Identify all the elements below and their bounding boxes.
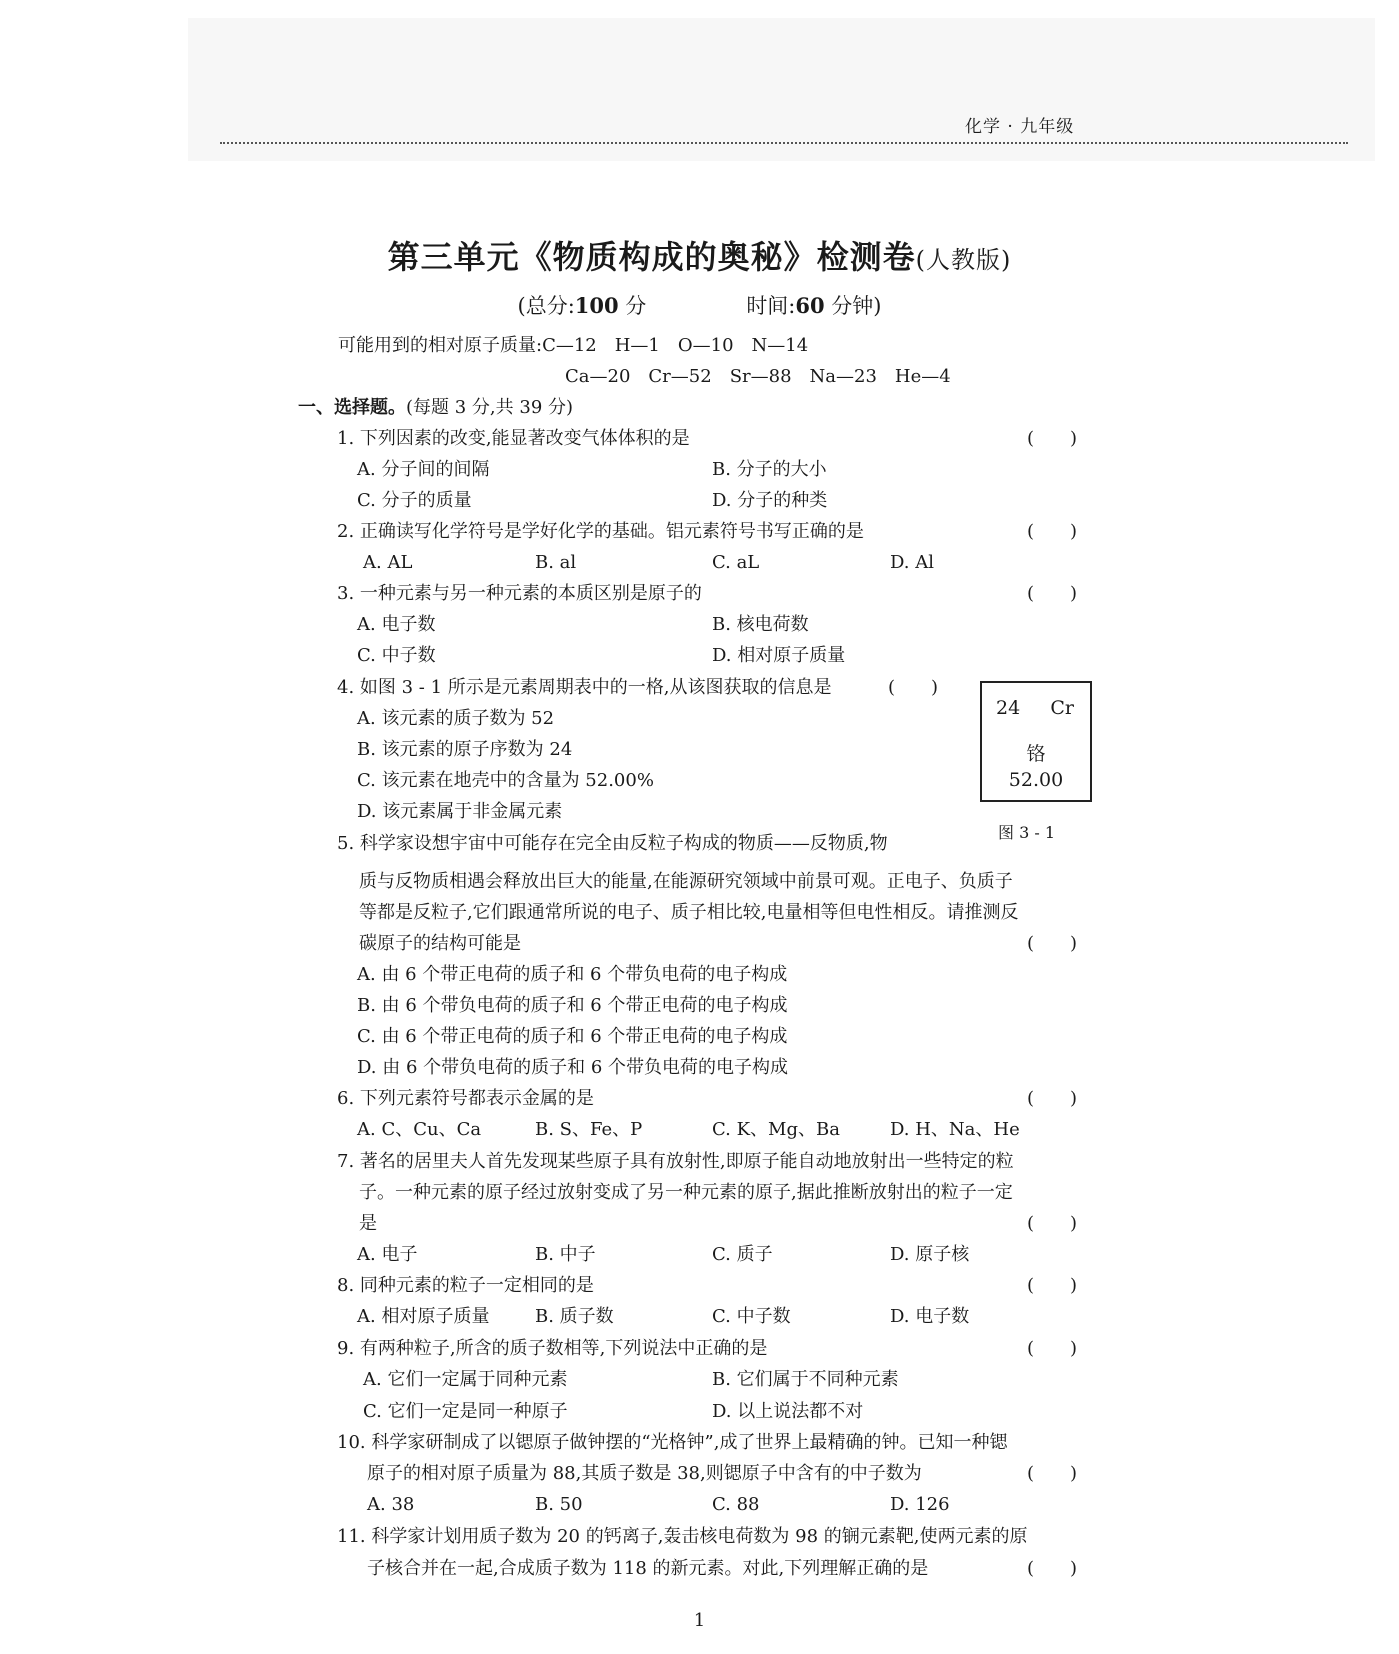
question-8-option-b: B. 质子数 — [535, 1306, 614, 1327]
page-title — [0, 232, 1399, 278]
question-6-option-a: A. C、Cu、Ca — [357, 1119, 482, 1140]
question-5-option-b: B. 由 6 个带负电荷的质子和 6 个带正电荷的电子构成 — [357, 995, 788, 1016]
question-4-stem: 4. 如图 3 - 1 所示是元素周期表中的一格,从该图获取的信息是 — [337, 677, 832, 698]
question-7-option-d: D. 原子核 — [890, 1244, 970, 1265]
question-3-option-b: B. 核电荷数 — [712, 614, 809, 635]
question-10-option-c: C. 88 — [712, 1494, 760, 1515]
question-2-option-b: B. al — [535, 552, 577, 573]
question-6-stem: 6. 下列元素符号都表示金属的是 — [337, 1088, 594, 1109]
question-10-option-d: D. 126 — [890, 1494, 950, 1515]
question-9-option-c: C. 它们一定是同一种原子 — [363, 1401, 568, 1422]
question-6-option-c: C. K、Mg、Ba — [712, 1119, 840, 1140]
question-10-line2: 原子的相对原子质量为 88,其质子数是 38,则锶原子中含有的中子数为 — [367, 1463, 922, 1484]
time-unit: 分钟) — [824, 294, 882, 318]
question-5-option-c: C. 由 6 个带正电荷的质子和 6 个带正电荷的电子构成 — [357, 1026, 788, 1047]
title-main: 第三单元《物质构成的奥秘》检测卷 — [387, 238, 916, 276]
answer-blank[interactable]: ( ) — [1027, 1338, 1078, 1359]
question-9-option-b: B. 它们属于不同种元素 — [712, 1369, 899, 1390]
question-11-line2: 子核合并在一起,合成质子数为 118 的新元素。对此,下列理解正确的是 — [367, 1558, 929, 1579]
question-9-option-a: A. 它们一定属于同种元素 — [363, 1369, 568, 1390]
header-band — [188, 18, 1375, 161]
question-10-line1: 10. 科学家研制成了以锶原子做钟摆的“光格钟”,成了世界上最精确的钟。已知一种锶 — [337, 1432, 1008, 1453]
question-3-option-a: A. 电子数 — [357, 614, 436, 635]
question-5-line4: 碳原子的结构可能是 — [359, 933, 521, 954]
answer-blank[interactable]: ( ) — [1027, 1088, 1078, 1109]
answer-blank[interactable]: ( ) — [1027, 1275, 1078, 1296]
question-2-stem: 2. 正确读写化学符号是学好化学的基础。铝元素符号书写正确的是 — [337, 521, 864, 542]
question-6-option-b: B. S、Fe、P — [535, 1119, 643, 1140]
answer-blank[interactable]: ( ) — [1027, 1558, 1078, 1579]
question-2-option-c: C. aL — [712, 552, 760, 573]
answer-blank[interactable]: ( ) — [1027, 933, 1078, 954]
question-7-option-b: B. 中子 — [535, 1244, 596, 1265]
question-5-option-a: A. 由 6 个带正电荷的质子和 6 个带负电荷的电子构成 — [357, 964, 788, 985]
question-8-option-c: C. 中子数 — [712, 1306, 791, 1327]
atomic-masses-line2: Ca—20 Cr—52 Sr—88 Na—23 He—4 — [565, 366, 951, 387]
question-1-option-b: B. 分子的大小 — [712, 459, 827, 480]
question-1-option-a: A. 分子间的间隔 — [357, 459, 490, 480]
answer-blank[interactable]: ( ) — [1027, 521, 1078, 542]
question-5-line2: 质与反物质相遇会释放出巨大的能量,在能源研究领域中前景可观。正电子、负质子 — [359, 871, 1013, 892]
title-edition: (人教版) — [915, 246, 1012, 274]
question-7-line3: 是 — [359, 1213, 377, 1234]
question-7-option-a: A. 电子 — [357, 1244, 418, 1265]
question-3-option-c: C. 中子数 — [357, 645, 436, 666]
question-4-option-c: C. 该元素在地壳中的含量为 52.00% — [357, 770, 654, 791]
question-4-option-b: B. 该元素的原子序数为 24 — [357, 739, 573, 760]
total-score: 100 — [574, 293, 619, 318]
time-value: 60 — [795, 293, 825, 318]
answer-blank[interactable]: ( ) — [888, 677, 939, 698]
element-name: 铬 — [1026, 743, 1046, 765]
answer-blank[interactable]: ( ) — [1027, 1213, 1078, 1234]
question-5-option-d: D. 由 6 个带负电荷的质子和 6 个带负电荷的电子构成 — [357, 1057, 789, 1078]
question-10-option-a: A. 38 — [367, 1494, 415, 1515]
question-9-stem: 9. 有两种粒子,所含的质子数相等,下列说法中正确的是 — [337, 1338, 768, 1359]
question-6-option-d: D. H、Na、He — [890, 1119, 1020, 1140]
score-unit: 分 — [618, 294, 647, 318]
question-3-stem: 3. 一种元素与另一种元素的本质区别是原子的 — [337, 583, 702, 604]
question-8-stem: 8. 同种元素的粒子一定相同的是 — [337, 1275, 594, 1296]
question-3-option-d: D. 相对原子质量 — [712, 645, 846, 666]
section-heading: 一、选择题。(每题 3 分,共 39 分) — [298, 397, 574, 418]
atomic-number: 24 — [996, 697, 1021, 719]
time-label: 时间: — [746, 294, 796, 318]
question-2-option-a: A. AL — [363, 552, 413, 573]
score-label: (总分: — [517, 294, 575, 318]
question-2-option-d: D. Al — [890, 552, 934, 573]
question-11-line1: 11. 科学家计划用质子数为 20 的钙离子,轰击核电荷数为 98 的锎元素靶,使两元素的原 — [337, 1526, 1028, 1547]
page-number: 1 — [693, 1610, 706, 1631]
question-8-option-a: A. 相对原子质量 — [357, 1306, 490, 1327]
atomic-mass: 52.00 — [1008, 769, 1064, 791]
atomic-masses-line1: 可能用到的相对原子质量:C—12 H—1 O—10 N—14 — [338, 335, 809, 356]
question-7-line1: 7. 著名的居里夫人首先发现某些原子具有放射性,即原子能自动地放射出一些特定的粒 — [337, 1151, 1014, 1172]
answer-blank[interactable]: ( ) — [1027, 583, 1078, 604]
figure-caption: 图 3 - 1 — [998, 823, 1056, 842]
question-10-option-b: B. 50 — [535, 1494, 583, 1515]
exam-info — [0, 290, 1399, 320]
question-7-line2: 子。一种元素的原子经过放射变成了另一种元素的原子,据此推断放射出的粒子一定 — [359, 1182, 1013, 1203]
periodic-table-cell — [980, 681, 1092, 802]
question-4-option-a: A. 该元素的质子数为 52 — [357, 708, 555, 729]
question-5-line3: 等都是反粒子,它们跟通常所说的电子、质子相比较,电量相等但电性相反。请推测反 — [359, 902, 1019, 923]
header-divider — [220, 142, 1348, 144]
answer-blank[interactable]: ( ) — [1027, 1463, 1078, 1484]
element-symbol: Cr — [1050, 697, 1074, 719]
question-1-option-d: D. 分子的种类 — [712, 490, 828, 511]
answer-blank[interactable]: ( ) — [1027, 428, 1078, 449]
question-5-line1: 5. 科学家设想宇宙中可能存在完全由反粒子构成的物质——反物质,物 — [337, 833, 888, 854]
header-subject: 化学 · 九年级 — [965, 117, 1075, 137]
question-1-stem: 1. 下列因素的改变,能显著改变气体体积的是 — [337, 428, 690, 449]
question-9-option-d: D. 以上说法都不对 — [712, 1401, 864, 1422]
question-4-option-d: D. 该元素属于非金属元素 — [357, 801, 563, 822]
question-1-option-c: C. 分子的质量 — [357, 490, 472, 511]
question-7-option-c: C. 质子 — [712, 1244, 773, 1265]
question-8-option-d: D. 电子数 — [890, 1306, 970, 1327]
